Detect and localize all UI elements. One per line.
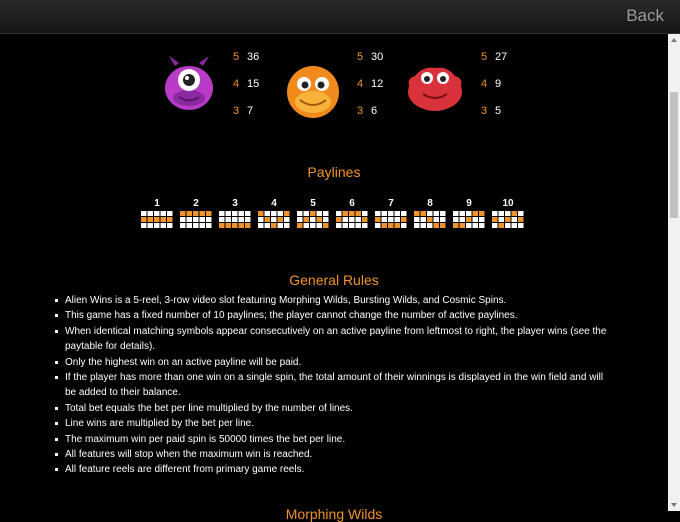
general-rules-list xyxy=(55,293,615,478)
payline-cell xyxy=(323,223,329,228)
payline-cell xyxy=(148,217,154,222)
rule-item: The maximum win per paid spin is 50000 times the bet per line. xyxy=(55,432,615,447)
paylines-heading: Paylines xyxy=(307,164,361,180)
payline-cell xyxy=(317,223,323,228)
payline-cell xyxy=(343,211,349,216)
payline-cell xyxy=(154,217,160,222)
payline-cell xyxy=(453,223,459,228)
payline-cell xyxy=(206,223,212,228)
payline-cell xyxy=(427,211,433,216)
rule-item: Total bet equals the bet per line multiplied by the number of lines. xyxy=(55,401,615,416)
payline-cell xyxy=(297,217,303,222)
rule-item: Only the highest win on an active payline will be paid. xyxy=(55,355,615,370)
payline-cell xyxy=(310,211,316,216)
payline-cell xyxy=(239,223,245,228)
payline-cell xyxy=(427,223,433,228)
payline-cell xyxy=(161,217,167,222)
payline-pattern xyxy=(413,210,447,229)
rule-item: All feature reels are different from primary game reels. xyxy=(55,462,615,477)
payline-cell xyxy=(362,223,368,228)
payline-cell xyxy=(239,211,245,216)
payline-cell xyxy=(479,217,485,222)
payline-cell xyxy=(154,223,160,228)
payline-cell xyxy=(317,211,323,216)
payline-cell xyxy=(434,211,440,216)
payline-cell xyxy=(141,211,147,216)
payline-number: 6 xyxy=(349,198,355,209)
payline-cell xyxy=(336,223,342,228)
payline-cell xyxy=(499,211,505,216)
payline-number: 1 xyxy=(154,198,160,209)
payline-number: 2 xyxy=(193,198,199,209)
payline-cell xyxy=(499,223,505,228)
scroll-up-arrow-icon[interactable] xyxy=(668,34,680,46)
payline-cell xyxy=(499,217,505,222)
payline-6 xyxy=(335,198,369,229)
payline-cell xyxy=(343,217,349,222)
payline-cell xyxy=(388,217,394,222)
payline-cell xyxy=(206,217,212,222)
payline-cell xyxy=(226,223,232,228)
payline-cell xyxy=(304,211,310,216)
payline-cell xyxy=(284,211,290,216)
payline-cell xyxy=(434,223,440,228)
payline-cell xyxy=(518,223,524,228)
payline-cell xyxy=(427,217,433,222)
payline-2 xyxy=(179,198,213,229)
payline-cell xyxy=(349,217,355,222)
rule-item: If the player has more than one win on a single spin, the total amount of their winnings is displayed in the win field and will be added to their balance. xyxy=(55,370,615,401)
payline-cell xyxy=(336,211,342,216)
payline-cell xyxy=(180,217,186,222)
payline-9 xyxy=(452,198,486,229)
payline-pattern xyxy=(257,210,291,229)
payline-4 xyxy=(257,198,291,229)
payline-cell xyxy=(304,223,310,228)
payline-cell xyxy=(375,211,381,216)
payline-cell xyxy=(440,223,446,228)
payline-cell xyxy=(278,217,284,222)
payline-cell xyxy=(395,211,401,216)
payline-cell xyxy=(271,217,277,222)
payline-cell xyxy=(141,223,147,228)
payline-cell xyxy=(232,211,238,216)
paytable-purple: 5 36 4 15 3 7 xyxy=(233,51,260,117)
payline-cell xyxy=(317,217,323,222)
payline-cell xyxy=(473,211,479,216)
payline-cell xyxy=(382,211,388,216)
payline-pattern xyxy=(452,210,486,229)
payline-cell xyxy=(479,223,485,228)
payline-cell xyxy=(505,223,511,228)
payline-cell xyxy=(265,223,271,228)
payline-cell xyxy=(492,211,498,216)
payline-cell xyxy=(323,217,329,222)
scrollbar-thumb[interactable] xyxy=(670,92,678,218)
payline-cell xyxy=(453,217,459,222)
payline-cell xyxy=(375,217,381,222)
payline-cell xyxy=(278,211,284,216)
payline-cell xyxy=(375,223,381,228)
payline-cell xyxy=(512,217,518,222)
payline-cell xyxy=(226,217,232,222)
payline-cell xyxy=(219,217,225,222)
payline-cell xyxy=(395,217,401,222)
payline-cell xyxy=(512,223,518,228)
payline-cell xyxy=(187,223,193,228)
payline-cell xyxy=(161,223,167,228)
payline-cell xyxy=(460,217,466,222)
payline-cell xyxy=(180,211,186,216)
payline-cell xyxy=(232,217,238,222)
payline-pattern xyxy=(374,210,408,229)
payline-cell xyxy=(278,223,284,228)
payline-cell xyxy=(388,223,394,228)
payline-number: 7 xyxy=(388,198,394,209)
red-alien-icon xyxy=(405,58,465,118)
payline-pattern xyxy=(179,210,213,229)
payline-cell xyxy=(388,211,394,216)
payline-cell xyxy=(232,223,238,228)
payline-cell xyxy=(505,217,511,222)
payline-cell xyxy=(414,217,420,222)
payline-cell xyxy=(440,217,446,222)
rule-item: This game has a fixed number of 10 paylines; the player cannot change the number of active paylines. xyxy=(55,308,615,323)
payline-cell xyxy=(466,217,472,222)
payline-number: 4 xyxy=(271,198,277,209)
payline-cell xyxy=(297,211,303,216)
payline-cell xyxy=(265,217,271,222)
payline-cell xyxy=(349,223,355,228)
payline-cell xyxy=(356,217,362,222)
payline-cell xyxy=(460,211,466,216)
payline-cell xyxy=(349,211,355,216)
payline-cell xyxy=(310,217,316,222)
morphing-wilds-heading: Morphing Wilds xyxy=(285,506,383,522)
payline-cell xyxy=(284,217,290,222)
payline-cell xyxy=(167,217,173,222)
payline-3 xyxy=(218,198,252,229)
payline-pattern xyxy=(335,210,369,229)
payline-number: 3 xyxy=(232,198,238,209)
payline-cell xyxy=(148,223,154,228)
payline-cell xyxy=(226,211,232,216)
payline-pattern xyxy=(218,210,252,229)
payline-cell xyxy=(271,223,277,228)
payline-cell xyxy=(206,211,212,216)
payline-cell xyxy=(401,223,407,228)
payline-cell xyxy=(258,217,264,222)
payline-10 xyxy=(491,198,525,229)
payline-pattern xyxy=(491,210,525,229)
scrollbar[interactable] xyxy=(668,34,680,511)
payline-8 xyxy=(413,198,447,229)
payline-cell xyxy=(193,211,199,216)
payline-pattern xyxy=(296,210,330,229)
payline-7 xyxy=(374,198,408,229)
payline-cell xyxy=(460,223,466,228)
rule-item: All features will stop when the maximum win is reached. xyxy=(55,447,615,462)
payline-cell xyxy=(421,223,427,228)
payline-cell xyxy=(518,217,524,222)
payline-cell xyxy=(336,217,342,222)
payline-cell xyxy=(193,217,199,222)
top-bar xyxy=(0,0,680,34)
rules-content xyxy=(0,34,668,522)
payline-cell xyxy=(362,217,368,222)
payline-cell xyxy=(200,211,206,216)
payline-cell xyxy=(245,217,251,222)
payline-cell xyxy=(141,217,147,222)
payline-cell xyxy=(453,211,459,216)
payline-cell xyxy=(148,211,154,216)
payline-cell xyxy=(356,211,362,216)
payline-cell xyxy=(421,211,427,216)
payline-cell xyxy=(304,217,310,222)
payline-cell xyxy=(265,211,271,216)
payline-cell xyxy=(473,217,479,222)
payline-cell xyxy=(167,211,173,216)
payline-cell xyxy=(401,211,407,216)
payline-cell xyxy=(167,223,173,228)
payline-cell xyxy=(297,223,303,228)
payline-cell xyxy=(180,223,186,228)
payline-cell xyxy=(362,211,368,216)
payline-cell xyxy=(421,217,427,222)
payline-cell xyxy=(187,217,193,222)
payline-cell xyxy=(382,223,388,228)
payline-cell xyxy=(200,223,206,228)
payline-cell xyxy=(473,223,479,228)
payline-number: 8 xyxy=(427,198,433,209)
payline-number: 5 xyxy=(310,198,316,209)
rule-item: When identical matching symbols appear consecutively on an active payline from leftmost to right, the player wins (see the paytable for details). xyxy=(55,324,615,355)
payline-cell xyxy=(323,211,329,216)
payline-pattern xyxy=(140,210,174,229)
general-rules-heading: General Rules xyxy=(289,272,379,288)
rule-item: Line wins are multiplied by the bet per line. xyxy=(55,416,615,431)
payline-cell xyxy=(200,217,206,222)
orange-alien-icon xyxy=(283,62,343,122)
payline-cell xyxy=(161,211,167,216)
payline-cell xyxy=(310,223,316,228)
payline-number: 10 xyxy=(502,198,514,209)
payline-cell xyxy=(518,211,524,216)
paytable-red: 5 27 4 9 3 5 xyxy=(481,51,508,117)
payline-cell xyxy=(284,223,290,228)
payline-cell xyxy=(343,223,349,228)
back-button[interactable]: Back xyxy=(626,6,664,25)
payline-cell xyxy=(395,223,401,228)
payline-cell xyxy=(219,211,225,216)
payline-1 xyxy=(140,198,174,229)
rule-item: Alien Wins is a 5-reel, 3-row video slot featuring Morphing Wilds, Bursting Wilds, and Cosmic Spins. xyxy=(55,293,615,308)
paytable-orange: 5 30 4 12 3 6 xyxy=(357,51,384,117)
payline-5 xyxy=(296,198,330,229)
purple-alien-icon xyxy=(159,54,219,114)
payline-cell xyxy=(440,211,446,216)
payline-cell xyxy=(492,223,498,228)
payline-cell xyxy=(245,223,251,228)
payline-cell xyxy=(193,223,199,228)
payline-cell xyxy=(466,223,472,228)
payline-cell xyxy=(187,211,193,216)
payline-cell xyxy=(401,217,407,222)
payline-cell xyxy=(512,211,518,216)
payline-cell xyxy=(219,223,225,228)
payline-cell xyxy=(466,211,472,216)
payline-cell xyxy=(258,223,264,228)
payline-cell xyxy=(414,223,420,228)
payline-cell xyxy=(271,211,277,216)
payline-cell xyxy=(492,217,498,222)
payline-cell xyxy=(382,217,388,222)
payline-cell xyxy=(258,211,264,216)
payline-cell xyxy=(356,223,362,228)
payline-number: 9 xyxy=(466,198,472,209)
scroll-down-arrow-icon[interactable] xyxy=(668,499,680,511)
payline-cell xyxy=(434,217,440,222)
payline-cell xyxy=(479,211,485,216)
payline-cell xyxy=(414,211,420,216)
payline-cell xyxy=(154,211,160,216)
payline-cell xyxy=(239,217,245,222)
payline-cell xyxy=(505,211,511,216)
payline-cell xyxy=(245,211,251,216)
